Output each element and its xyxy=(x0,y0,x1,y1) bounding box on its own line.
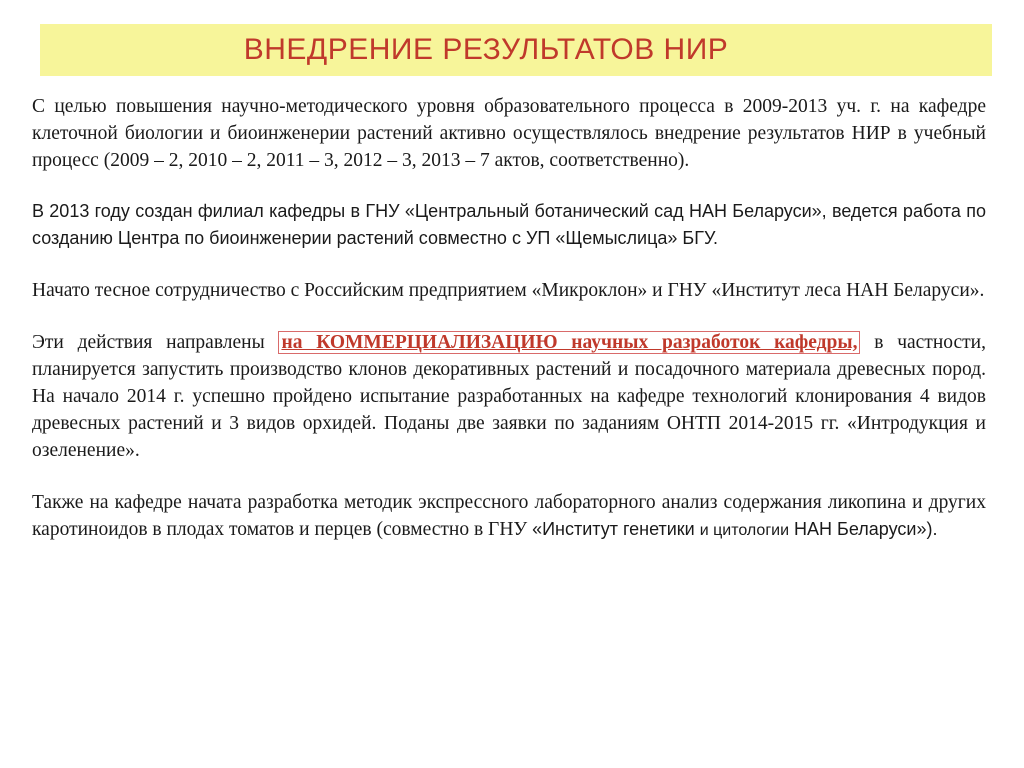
title-banner xyxy=(40,24,992,76)
p5-institute-text: «Институт генетики xyxy=(532,519,700,539)
p4-lead-text: Эти действия направлены xyxy=(32,332,279,353)
paragraph-cooperation: Начато тесное сотрудничество с Российским предприятием «Микроклон» и ГНУ «Институт леса НАН Беларуси». xyxy=(32,280,985,301)
commercialization-highlight: на КОММЕРЦИАЛИЗАЦИЮ научных разработок кафедры, xyxy=(278,331,860,354)
p5-cytology-text: и цитологии xyxy=(699,522,790,539)
p4-trailing-text: в частности, планируется запустить производство клонов декоративных растений и посадочного материала древесных пород. На начало 2014 г. успешно пройдено испытание разработанных на кафедре технологий клонирования 4 видов древесных растений и 3 видов орхидей. Поданы две заявки по заданиям ОНТП 2014-2015 гг. «Интродукция и озеленение». xyxy=(32,332,986,461)
paragraph-implementation: С целью повышения научно-методического уровня образовательного процесса в 2009-2013 уч. г. на кафедре клеточной биологии и биоинженерии растений активно осуществлялось внедрение результатов НИР в учебный процесс (2009 – 2, 2010 – 2, 2011 – 3, 2012 – 3, 2013 – 7 актов, соответственно). xyxy=(32,96,986,171)
paragraph-lycopene xyxy=(32,489,986,544)
slide-body xyxy=(32,93,986,569)
paragraph-branch: В 2013 году создан филиал кафедры в ГНУ «Центральный ботанический сад НАН Беларуси», ведется работа по созданию Центра по биоинженерии растений совместно с УП «Щемыслица» БГУ. xyxy=(32,201,986,248)
p5-belarus-text: НАН Беларуси»). xyxy=(789,519,938,539)
p5-serif-text: Также на кафедре начата разработка методик экспрессного лабораторного анализ содержания ликопина и других каротиноидов в плодах томатов и перцев (совместно в ГНУ xyxy=(32,492,986,540)
paragraph-commercialization xyxy=(32,329,986,464)
slide-title: ВНЕДРЕНИЕ РЕЗУЛЬТАТОВ НИР xyxy=(243,33,729,66)
